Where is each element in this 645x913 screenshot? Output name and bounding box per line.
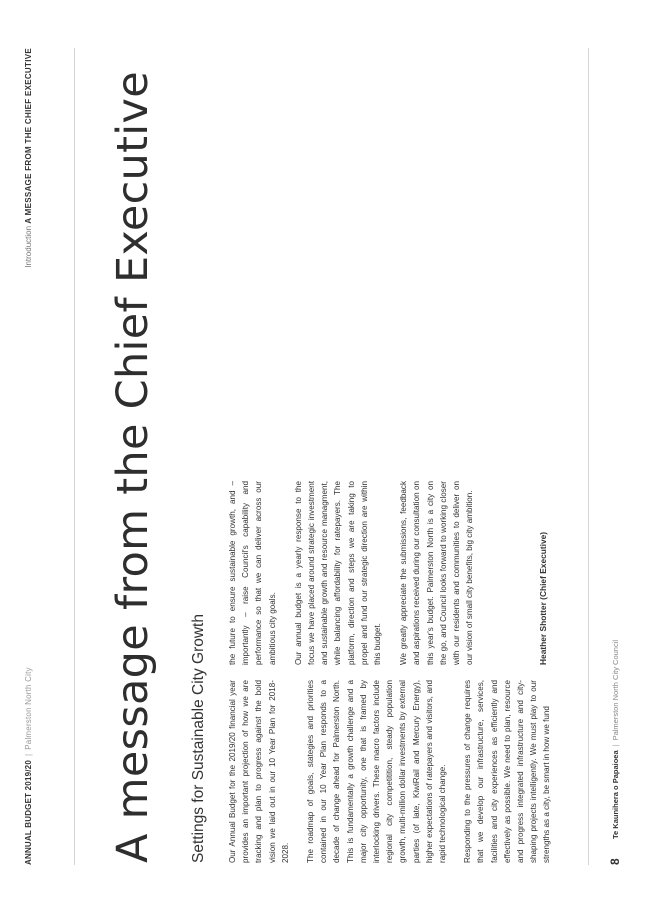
paragraph: Responding to the pressures of change requires that we develop our infrastructure, services, facilities and city experiences as efficiently and effectively as possible. We need to plan, resource and progress integrated infrastructure and city-shaping projects intelligently. We must play to our strengths as a city, be smart in how we fund <box>463 680 552 863</box>
page-number: 8 <box>608 858 622 865</box>
text-column-1 <box>226 680 566 863</box>
footer-maori-name: Te Kaunihera o Papaioea <box>611 750 620 839</box>
top-divider <box>74 48 75 865</box>
bottom-divider <box>588 48 589 865</box>
footer-separator: | <box>611 744 620 747</box>
paragraph: Our Annual Budget for the 2019/20 financial year provides an important projection of how we are tracking and plan to progress against the bold vision we laid out in our 10 Year Plan for 2018-2028. <box>228 680 290 863</box>
header-separator: | <box>24 753 33 757</box>
page-footer <box>611 640 620 839</box>
signature: Heather Shotter (Chief Executive) <box>538 531 548 665</box>
section-prefix: Introduction <box>24 225 33 268</box>
paragraph: the future to ensure sustainable growth, and – importantly – raise Council's capability and performance so that we can deliver across our ambitious city goals. <box>228 481 277 665</box>
paragraph: The roadmap of goals, stategies and priorities contained in our 10 Year Plan responds to a decade of change ahead for Palmerston North. This is fundamentally a growth challenge and a major city opportunity, one that is framed by interlocking drivers. These macro factors include regional city competitition, steady population growth, multi-million dollar investments by external parties (of late, KiwiRail and Mercury Energy), higher expectations of ratepayers and visitors, and rapid technological change. <box>306 680 448 863</box>
page-title: A message from the Chief Executive <box>108 70 158 863</box>
footer-council: Palmerston North City Council <box>611 639 620 741</box>
page-subtitle: Settings for Sustainable City Growth <box>190 614 207 863</box>
paragraph: We greatly appreciate the submissions, feedback and aspirations received during our consultation on this year's budget. Palmerston North is a city on the go, and Council looks forward to working closer with our residents and communities to deliver on our vision of small city benefits, big city ambition. <box>399 481 475 665</box>
section-header <box>24 48 33 268</box>
running-header <box>24 667 33 865</box>
budget-label: ANNUAL BUDGET 2019/20 <box>24 760 33 865</box>
section-title: A MESSAGE FROM THE CHIEF EXECUTIVE <box>24 48 33 224</box>
text-column-2 <box>226 481 489 665</box>
header-org: Palmerston North City <box>24 667 33 750</box>
paragraph: Our annual budget is a yearly response to the focus we have placed around strategic investment and sustainable growth and resource managment, while balancing affordability for ratepayers. The platform, direction and steps we are taking to propel and fund our strategic direction are within this budget. <box>293 481 383 665</box>
